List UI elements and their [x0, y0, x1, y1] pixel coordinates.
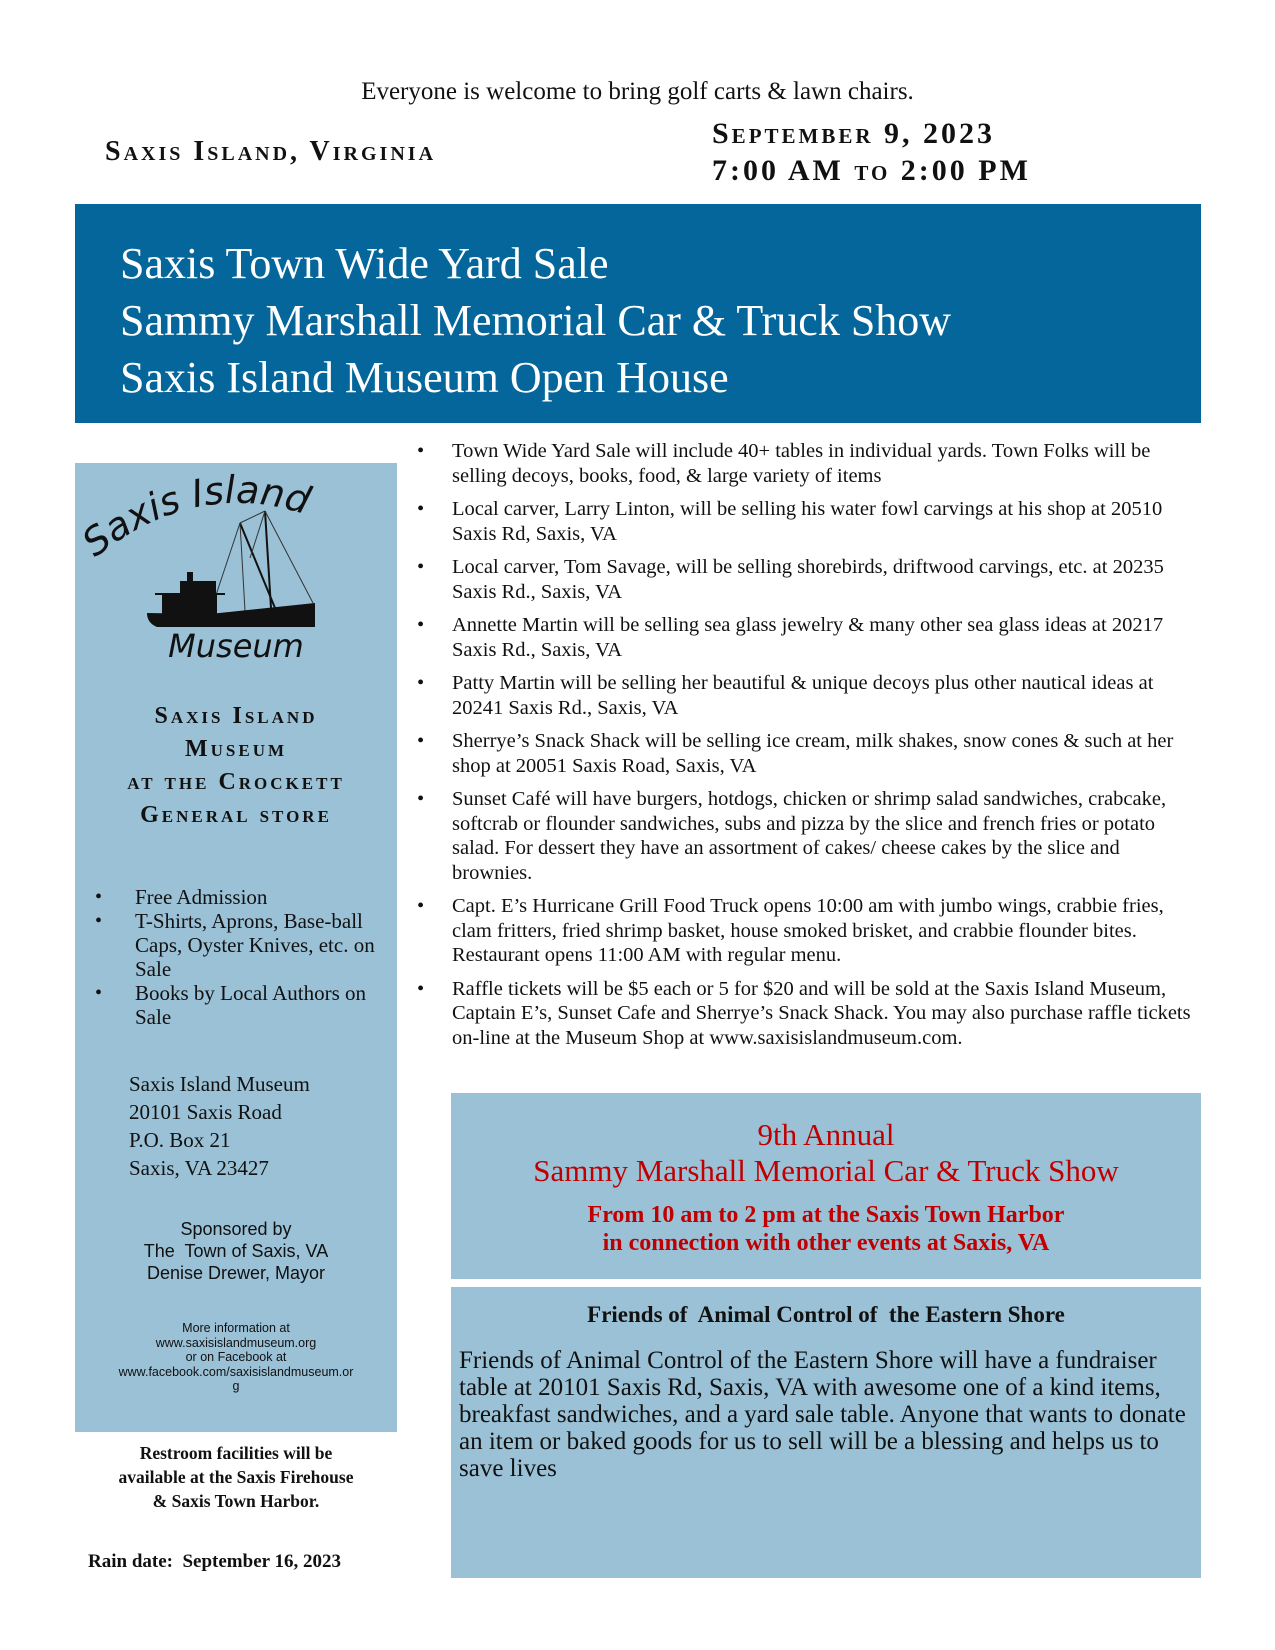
- list-item: • Sherrye’s Snack Shack will be selling ice cream, milk shakes, snow cones & such at her shop at 20051 Saxis Road, Saxis, VA: [412, 729, 1202, 778]
- list-item: • Annette Martin will be selling sea glass jewelry & many other sea glass ideas at 20217 Saxis Rd., Saxis, VA: [412, 613, 1202, 662]
- list-item: • Books by Local Authors on Sale: [95, 981, 385, 1029]
- friends-title: Friends of Animal Control of the Eastern Shore: [587, 1302, 1065, 1327]
- rain-date: Rain date: September 16, 2023: [88, 1551, 341, 1572]
- logo-museum-text: Museum: [168, 627, 304, 665]
- sponsor-line: Sponsored by: [180, 1219, 292, 1239]
- list-item: • Free Admission: [95, 885, 385, 909]
- event-location: Saxis Island, Virginia: [105, 136, 437, 167]
- car-show-time: From 10 am to 2 pm at the Saxis Town Harbor: [587, 1202, 1065, 1228]
- banner-line-yard-sale: Saxis Town Wide Yard Sale: [120, 239, 609, 288]
- car-show-note: in connection with other events at Saxis, VA: [602, 1230, 1050, 1256]
- museum-features-list: [95, 885, 385, 1029]
- tagline: Everyone is welcome to bring golf carts & lawn chairs.: [361, 78, 914, 105]
- museum-title-line: General store: [140, 802, 332, 828]
- facebook-link-wrap[interactable]: g: [232, 1379, 240, 1393]
- list-item: • T-Shirts, Aprons, Base-ball Caps, Oyster Knives, etc. on Sale: [95, 909, 385, 981]
- banner-line-car-show: Sammy Marshall Memorial Car & Truck Show: [120, 296, 952, 345]
- list-item: • Raffle tickets will be $5 each or 5 for $20 and will be sold at the Saxis Island Museum, Captain E’s, Sunset Cafe and Sherrye’s Snack Shack. You may also purchase raffle tickets on-line at the Museum Shop at www.saxisislandmuseum.com.: [412, 977, 1202, 1051]
- restroom-line: Restroom facilities will be: [139, 1443, 333, 1463]
- list-item: • Capt. E’s Hurricane Grill Food Truck opens 10:00 am with jumbo wings, crabbie fries, clam fritters, fried shrimp basket, house smoked brisket, and crabbie flounder bites. Restaurant opens 11:00 AM with regular menu.: [412, 894, 1202, 968]
- museum-sidebar: [75, 463, 397, 1432]
- restroom-line: & Saxis Town Harbor.: [152, 1491, 320, 1511]
- list-item: • Sunset Café will have burgers, hotdogs, chicken or shrimp salad sandwiches, crabcake, softcrab or flounder sandwiches, subs and pizza by the slice and french fries or potato salad. For dessert they have an assortment of cakes/ cheese cakes by the slice and brownies.: [412, 787, 1202, 885]
- car-show-details: [451, 1189, 1201, 1257]
- list-item: • Patty Martin will be selling her beautiful & unique decoys plus other nautical ideas at 20241 Saxis Rd., Saxis, VA: [412, 671, 1202, 720]
- friends-body: Friends of Animal Control of the Eastern Shore will have a fundraiser table at 20101 Saxis Rd, Saxis, VA with awesome one of a kind items, breakfast sandwiches, and a yard sale table. Anyone that wants to donate an item or baked goods for us to sell will be a blessing and helps us to save lives: [459, 1347, 1186, 1482]
- list-item: • Town Wide Yard Sale will include 40+ tables in individual yards. Town Folks will be selling decoys, books, food, & large variety of items: [412, 439, 1202, 488]
- events-list: [412, 439, 1202, 1059]
- car-show-annual: 9th Annual: [757, 1117, 895, 1152]
- address-line: Saxis, VA 23427: [129, 1156, 269, 1180]
- museum-title-line: Saxis Island: [154, 703, 318, 729]
- more-info-line: or on Facebook at: [185, 1350, 287, 1364]
- event-datetime: [712, 115, 1031, 189]
- title-banner: [75, 204, 1201, 423]
- car-show-title: Sammy Marshall Memorial Car & Truck Show: [533, 1153, 1119, 1188]
- restroom-note: [75, 1441, 397, 1513]
- address-line: P.O. Box 21: [129, 1128, 231, 1152]
- more-info: [75, 1321, 397, 1394]
- museum-title-line: at the Crockett: [127, 769, 345, 795]
- restroom-line: available at the Saxis Firehouse: [118, 1467, 354, 1487]
- car-show-box: [451, 1093, 1201, 1279]
- friends-box: [451, 1287, 1201, 1578]
- svg-text:Saxis Island: Saxis Island: [75, 467, 316, 565]
- address-line: 20101 Saxis Road: [129, 1100, 282, 1124]
- museum-address: [129, 1070, 310, 1182]
- list-item: • Local carver, Larry Linton, will be selling his water fowl carvings at his shop at 20510 Saxis Rd, Saxis, VA: [412, 497, 1202, 546]
- address-line: Saxis Island Museum: [129, 1072, 310, 1096]
- list-item: • Local carver, Tom Savage, will be selling shorebirds, driftwood carvings, etc. at 20235 Saxis Rd., Saxis, VA: [412, 555, 1202, 604]
- facebook-link[interactable]: www.facebook.com/saxisislandmuseum.or: [118, 1364, 354, 1379]
- banner-line-museum: Saxis Island Museum Open House: [120, 353, 729, 402]
- event-time: 7:00 AM to 2:00 PM: [712, 154, 1031, 187]
- more-info-line: More information at: [182, 1321, 290, 1335]
- sponsor-info: [75, 1218, 397, 1284]
- sponsor-line: Denise Drewer, Mayor: [146, 1263, 326, 1283]
- event-date: September 9, 2023: [712, 117, 996, 150]
- museum-logo: [75, 463, 397, 673]
- museum-title: [75, 700, 397, 832]
- website-link[interactable]: www.saxisislandmuseum.org: [155, 1335, 317, 1350]
- sponsor-line: The Town of Saxis, VA: [143, 1241, 329, 1261]
- museum-title-line: Museum: [184, 736, 288, 762]
